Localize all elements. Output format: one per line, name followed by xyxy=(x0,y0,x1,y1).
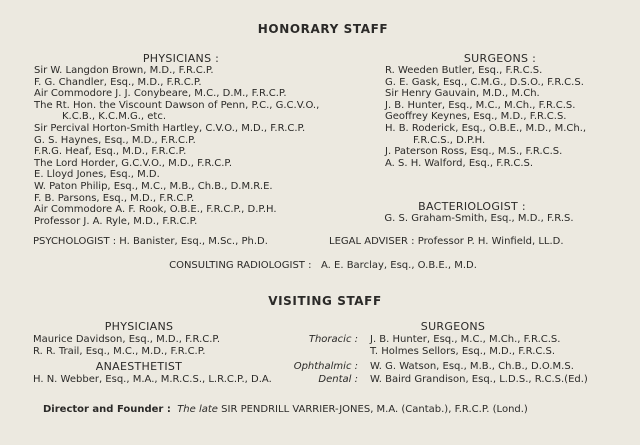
honorary-surgeons-heading: SURGEONS : xyxy=(463,52,537,65)
bacteriologist-heading: BACTERIOLOGIST : xyxy=(418,200,526,213)
psychologist-line xyxy=(33,236,268,248)
list-item: F. G. Chandler, Esq., M.D., F.R.C.P. xyxy=(34,76,202,88)
list-item: Maurice Davidson, Esq., M.D., F.R.C.P. xyxy=(33,334,221,345)
anaesthetist-name: H. N. Webber, Esq., M.A., M.R.C.S., L.R.C.P., D.A. xyxy=(33,374,272,385)
consulting-radiologist-line xyxy=(169,260,477,272)
psychologist-name: H. Banister, Esq., M.Sc., Ph.D. xyxy=(119,236,268,247)
legal-adviser-line xyxy=(329,236,564,248)
thoracic-label: Thoracic : xyxy=(308,334,358,345)
founder-name: SIR PENDRILL VARRIER-JONES, M.A. (Cantab.), F.R.C.P. (Lond.) xyxy=(221,404,528,415)
list-item: G. E. Gask, Esq., C.M.G., D.S.O., F.R.C.S. xyxy=(385,76,584,88)
list-item: Professor J. A. Ryle, M.D., F.R.C.P. xyxy=(34,215,198,227)
list-item: F.R.G. Heaf, Esq., M.D., F.R.C.P. xyxy=(34,146,187,158)
list-item: Sir Henry Gauvain, M.D., M.Ch. xyxy=(385,88,540,100)
honorary-physicians-list xyxy=(34,65,319,227)
honorary-physicians-heading: PHYSICIANS : xyxy=(142,52,220,65)
legal-adviser-label: LEGAL ADVISER : xyxy=(329,236,415,247)
list-item: Sir W. Langdon Brown, M.D., F.R.C.P. xyxy=(34,65,214,76)
list-item: R. Weeden Butler, Esq., F.R.C.S. xyxy=(385,65,543,76)
ophthalmic-surgeon: W. G. Watson, Esq., M.B., Ch.B., D.O.M.S. xyxy=(370,361,574,372)
list-item: R. R. Trail, Esq., M.C., M.D., F.R.C.P. xyxy=(33,345,206,357)
list-item: F. B. Parsons, Esq., M.D., F.R.C.P. xyxy=(34,192,195,204)
dental-label: Dental : xyxy=(318,374,358,385)
thoracic-surgeons-list xyxy=(370,334,560,357)
list-item: K.C.B., K.C.M.G., etc. xyxy=(62,111,167,123)
list-item: The Lord Horder, G.C.V.O., M.D., F.R.C.P. xyxy=(34,157,233,169)
dental-surgeon: W. Baird Grandison, Esq., L.D.S., R.C.S.(Ed.) xyxy=(370,374,588,385)
list-item: Sir Percival Horton-Smith Hartley, C.V.O., M.D., F.R.C.P. xyxy=(34,122,306,134)
psychologist-label: PSYCHOLOGIST : xyxy=(33,236,117,247)
list-item: Air Commodore J. J. Conybeare, M.C., D.M., F.R.C.P. xyxy=(34,88,287,100)
legal-adviser-name: Professor P. H. Winfield, LL.D. xyxy=(417,236,564,247)
list-item: H. B. Roderick, Esq., O.B.E., M.D., M.Ch., xyxy=(385,122,587,134)
bacteriologist-name: G. S. Graham-Smith, Esq., M.D., F.R.S. xyxy=(384,213,574,224)
honorary-staff-title: HONORARY STAFF xyxy=(257,22,389,36)
list-item: E. Lloyd Jones, Esq., M.D. xyxy=(34,169,160,181)
visiting-physicians-list xyxy=(33,334,220,357)
honorary-surgeons-list xyxy=(385,65,586,169)
list-item: G. S. Haynes, Esq., M.D., F.R.C.P. xyxy=(34,134,196,146)
list-item: J. B. Hunter, Esq., M.C., M.Ch., F.R.C.S. xyxy=(370,334,561,345)
list-item: F.R.C.S., D.P.H. xyxy=(413,134,486,146)
radiologist-name: A. E. Barclay, Esq., O.B.E., M.D. xyxy=(321,260,477,271)
director-founder-line xyxy=(43,404,528,416)
visiting-physicians-heading: PHYSICIANS xyxy=(104,320,174,333)
list-item: W. Paton Philip, Esq., M.C., M.B., Ch.B., D.M.R.E. xyxy=(34,180,273,192)
list-item: J. Paterson Ross, Esq., M.S., F.R.C.S. xyxy=(385,146,563,158)
ophthalmic-label: Ophthalmic : xyxy=(293,361,358,372)
list-item: Geoffrey Keynes, Esq., M.D., F.R.C.S. xyxy=(385,111,567,123)
radiologist-label: CONSULTING RADIOLOGIST : xyxy=(169,260,312,271)
the-late-text: The late xyxy=(177,404,218,415)
list-item: T. Holmes Sellors, Esq., M.D., F.R.C.S. xyxy=(370,345,556,357)
list-item: The Rt. Hon. the Viscount Dawson of Penn, P.C., G.C.V.O., xyxy=(34,99,320,111)
visiting-staff-title: VISITING STAFF xyxy=(268,294,382,308)
list-item: Air Commodore A. F. Rook, O.B.E., F.R.C.P., D.P.H. xyxy=(34,204,277,216)
list-item: A. S. H. Walford, Esq., F.R.C.S. xyxy=(385,157,534,169)
anaesthetist-heading: ANAESTHETIST xyxy=(95,360,183,373)
director-founder-label: Director and Founder : xyxy=(43,404,171,415)
visiting-surgeons-heading: SURGEONS xyxy=(420,320,486,333)
list-item: J. B. Hunter, Esq., M.C., M.Ch., F.R.C.S. xyxy=(385,99,576,111)
